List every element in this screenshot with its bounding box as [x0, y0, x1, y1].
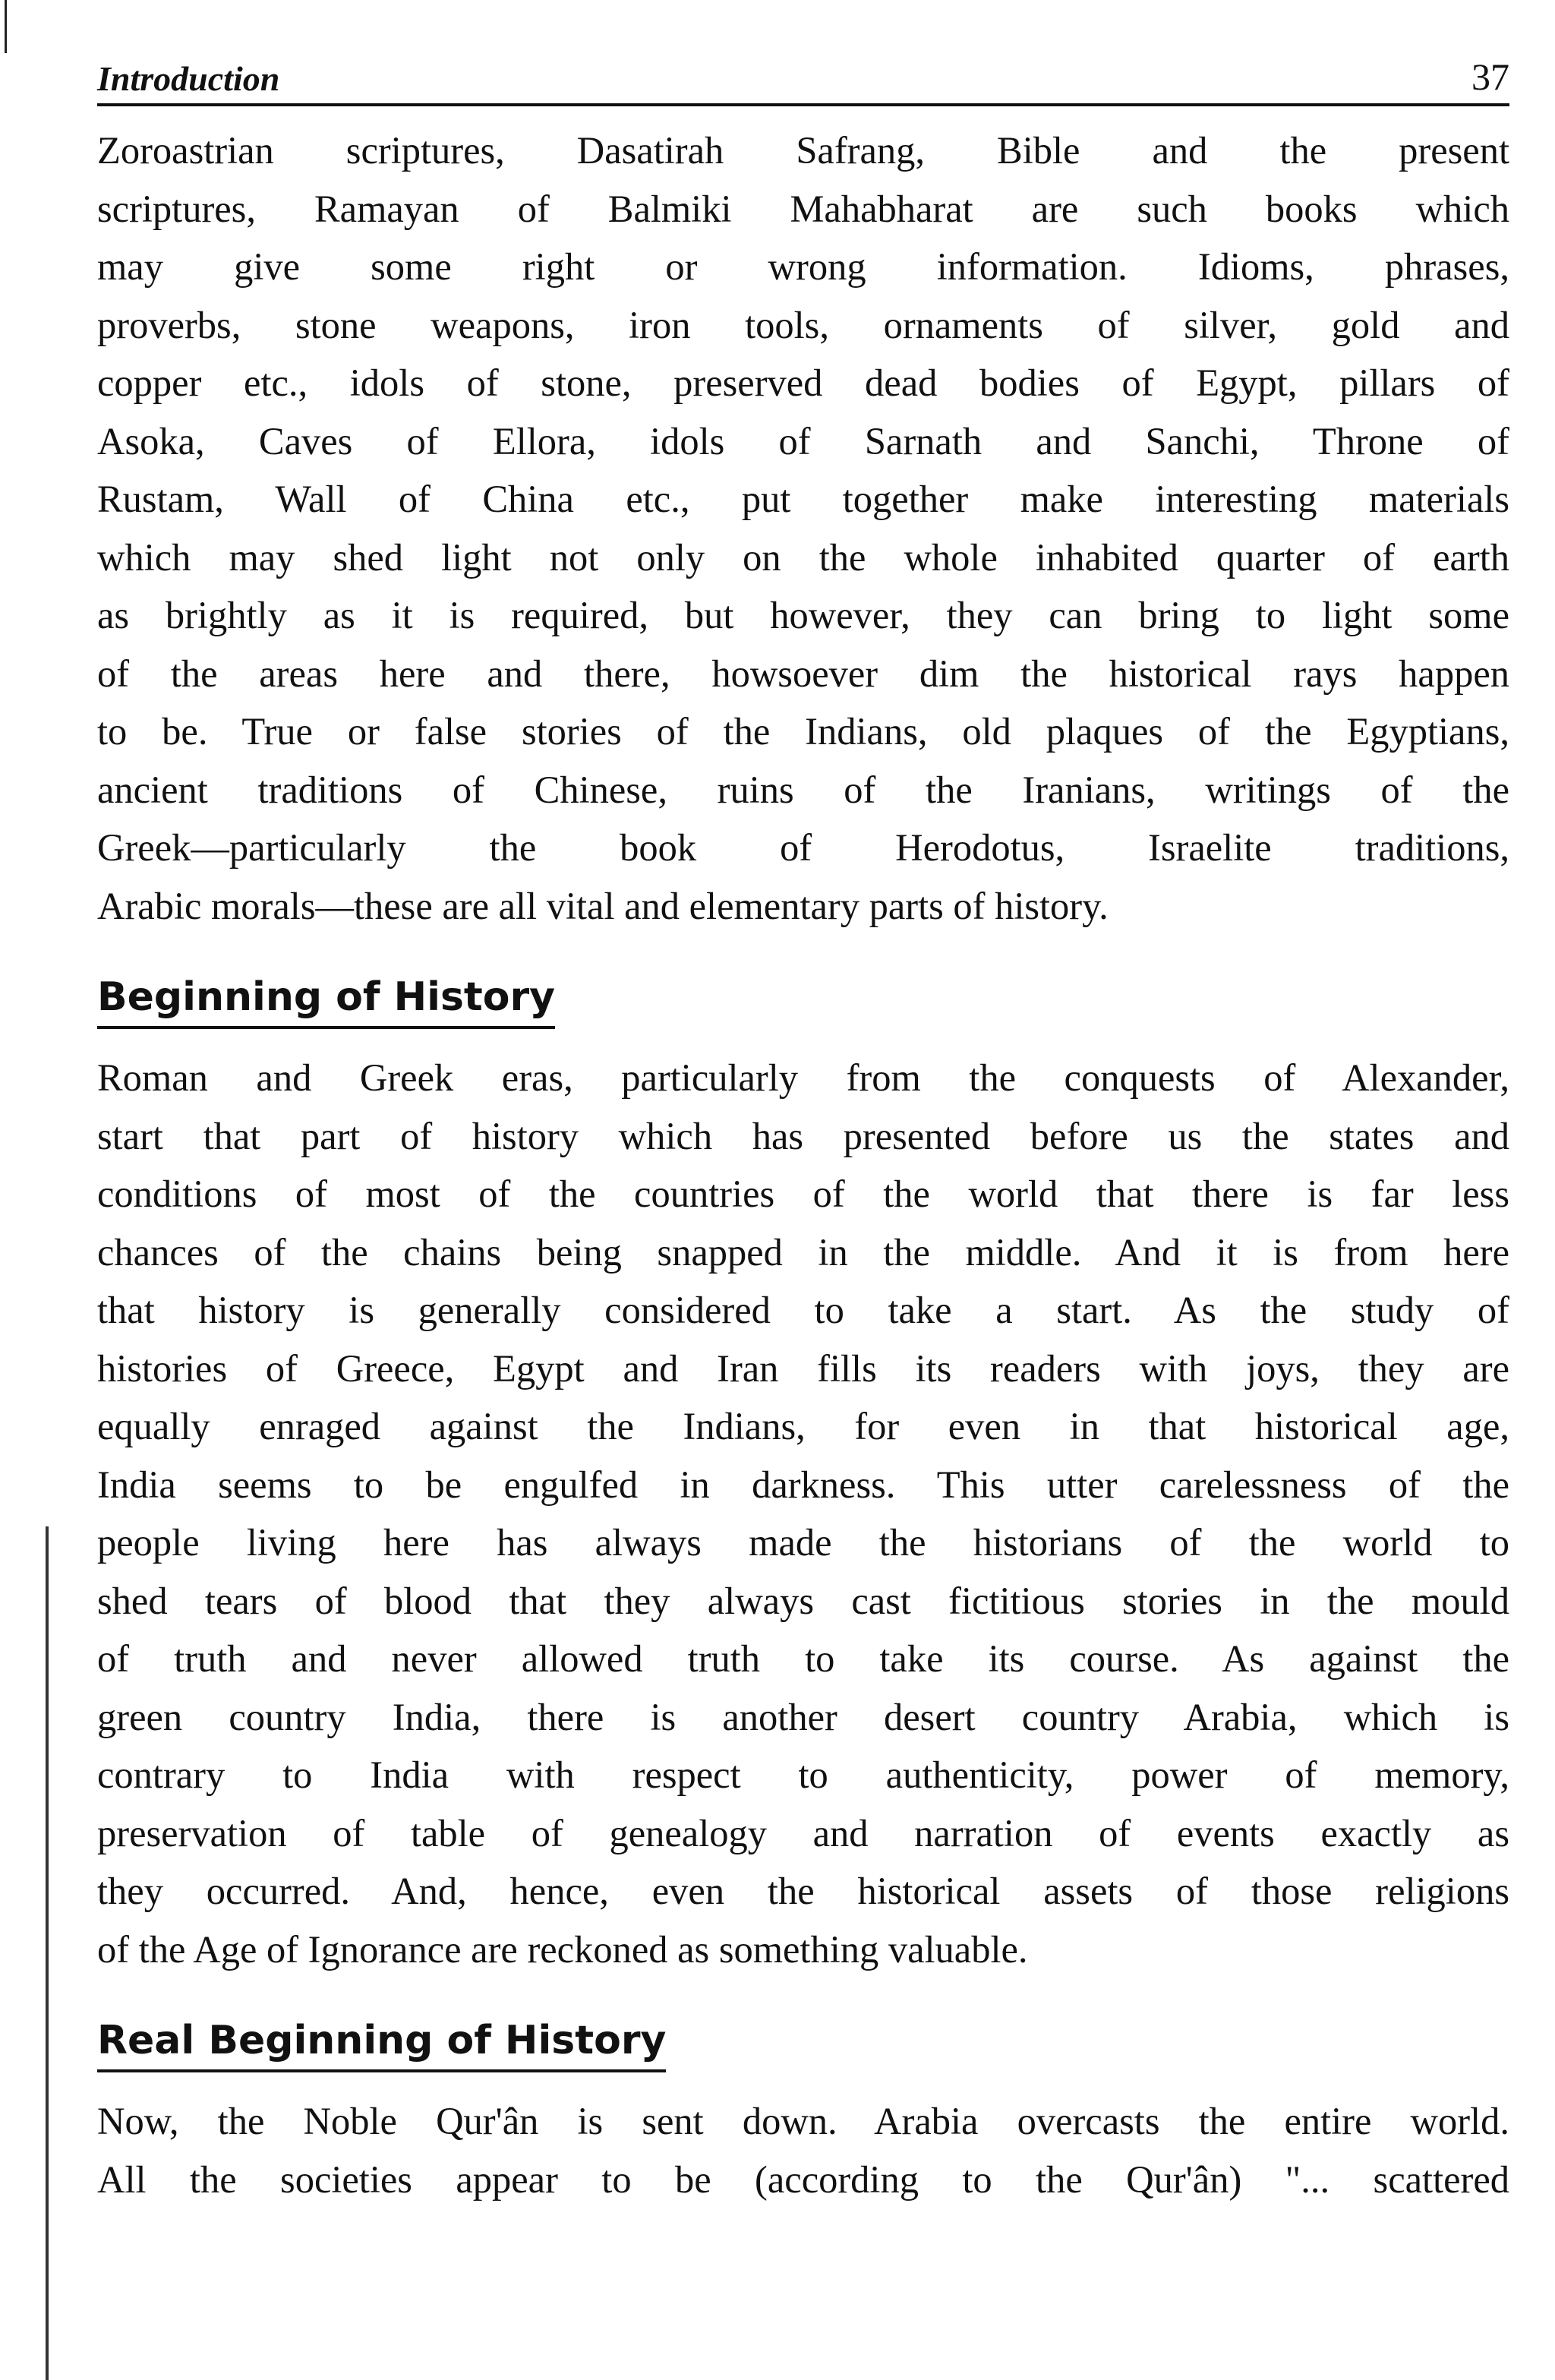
- text-line: Zoroastrian scriptures, Dasatirah Safrang, Bible and the present: [97, 129, 1509, 172]
- text-line: Rustam, Wall of China etc., put together make interesting materials: [97, 478, 1509, 520]
- text-line: of the areas here and there, howsoever dim the historical rays happen: [97, 652, 1509, 695]
- text-line: Greek—particularly the book of Herodotus, Israelite traditions,: [97, 826, 1509, 869]
- text-line: may give some right or wrong information. Idioms, phrases,: [97, 245, 1509, 288]
- text-line: India seems to be engulfed in darkness. This utter carelessness of the: [97, 1463, 1509, 1506]
- text-line: that history is generally considered to take a start. As the study of: [97, 1289, 1509, 1331]
- left-margin-mark: [5, 0, 7, 53]
- text-line: All the societies appear to be (according to the Qur'ân) "... scattered: [97, 2157, 1509, 2201]
- text-line: start that part of history which has presented before us the states and: [97, 1114, 1509, 1157]
- section-heading-beginning-of-history: Beginning of History: [97, 974, 555, 1029]
- paragraph-real-beginning-of-history: [97, 2092, 1509, 2208]
- text-line: preservation of table of genealogy and narration of events exactly as: [97, 1811, 1509, 1854]
- text-line: green country India, there is another desert country Arabia, which is: [97, 1695, 1509, 1738]
- text-line: Arabic morals—these are all vital and elementary parts of history.: [97, 884, 1109, 927]
- paragraph-beginning-of-history: [97, 1049, 1509, 1978]
- section-heading-real-beginning-of-history: Real Beginning of History: [97, 2018, 666, 2072]
- text-line: of truth and never allowed truth to take its course. As against the: [97, 1637, 1509, 1680]
- page-number: 37: [1471, 55, 1509, 98]
- text-line: shed tears of blood that they always cast fictitious stories in the mould: [97, 1579, 1509, 1622]
- paragraph-intro: [97, 122, 1509, 935]
- text-line: of the Age of Ignorance are reckoned as something valuable.: [97, 1927, 1028, 1971]
- text-line: they occurred. And, hence, even the historical assets of those religions: [97, 1870, 1509, 1912]
- binding-edge-line: [46, 1526, 49, 2380]
- text-line: Asoka, Caves of Ellora, idols of Sarnath and Sanchi, Throne of: [97, 419, 1509, 462]
- text-line: as brightly as it is required, but however, they can bring to light some: [97, 594, 1509, 636]
- text-line: proverbs, stone weapons, iron tools, ornaments of silver, gold and: [97, 303, 1509, 346]
- text-line: scriptures, Ramayan of Balmiki Mahabharat are such books which: [97, 187, 1509, 230]
- text-line: contrary to India with respect to authenticity, power of memory,: [97, 1753, 1509, 1796]
- text-line: equally enraged against the Indians, for even in that historical age,: [97, 1405, 1509, 1447]
- text-line: histories of Greece, Egypt and Iran fills its readers with joys, they are: [97, 1346, 1509, 1390]
- text-line: ancient traditions of Chinese, ruins of the Iranians, writings of the: [97, 768, 1509, 811]
- book-page: [97, 46, 1509, 2208]
- running-header: [97, 46, 1509, 106]
- text-line: people living here has always made the historians of the world to: [97, 1521, 1509, 1564]
- text-line: copper etc., idols of stone, preserved dead bodies of Egypt, pillars of: [97, 361, 1509, 404]
- text-line: chances of the chains being snapped in the middle. And it is from here: [97, 1230, 1509, 1274]
- chapter-title: Introduction: [97, 59, 280, 98]
- text-line: Roman and Greek eras, particularly from the conquests of Alexander,: [97, 1056, 1509, 1099]
- text-line: to be. True or false stories of the Indians, old plaques of the Egyptians,: [97, 710, 1509, 753]
- text-line: conditions of most of the countries of the world that there is far less: [97, 1173, 1509, 1215]
- text-line: Now, the Noble Qur'ân is sent down. Arabia overcasts the entire world.: [97, 2100, 1509, 2142]
- text-line: which may shed light not only on the whole inhabited quarter of earth: [97, 535, 1509, 579]
